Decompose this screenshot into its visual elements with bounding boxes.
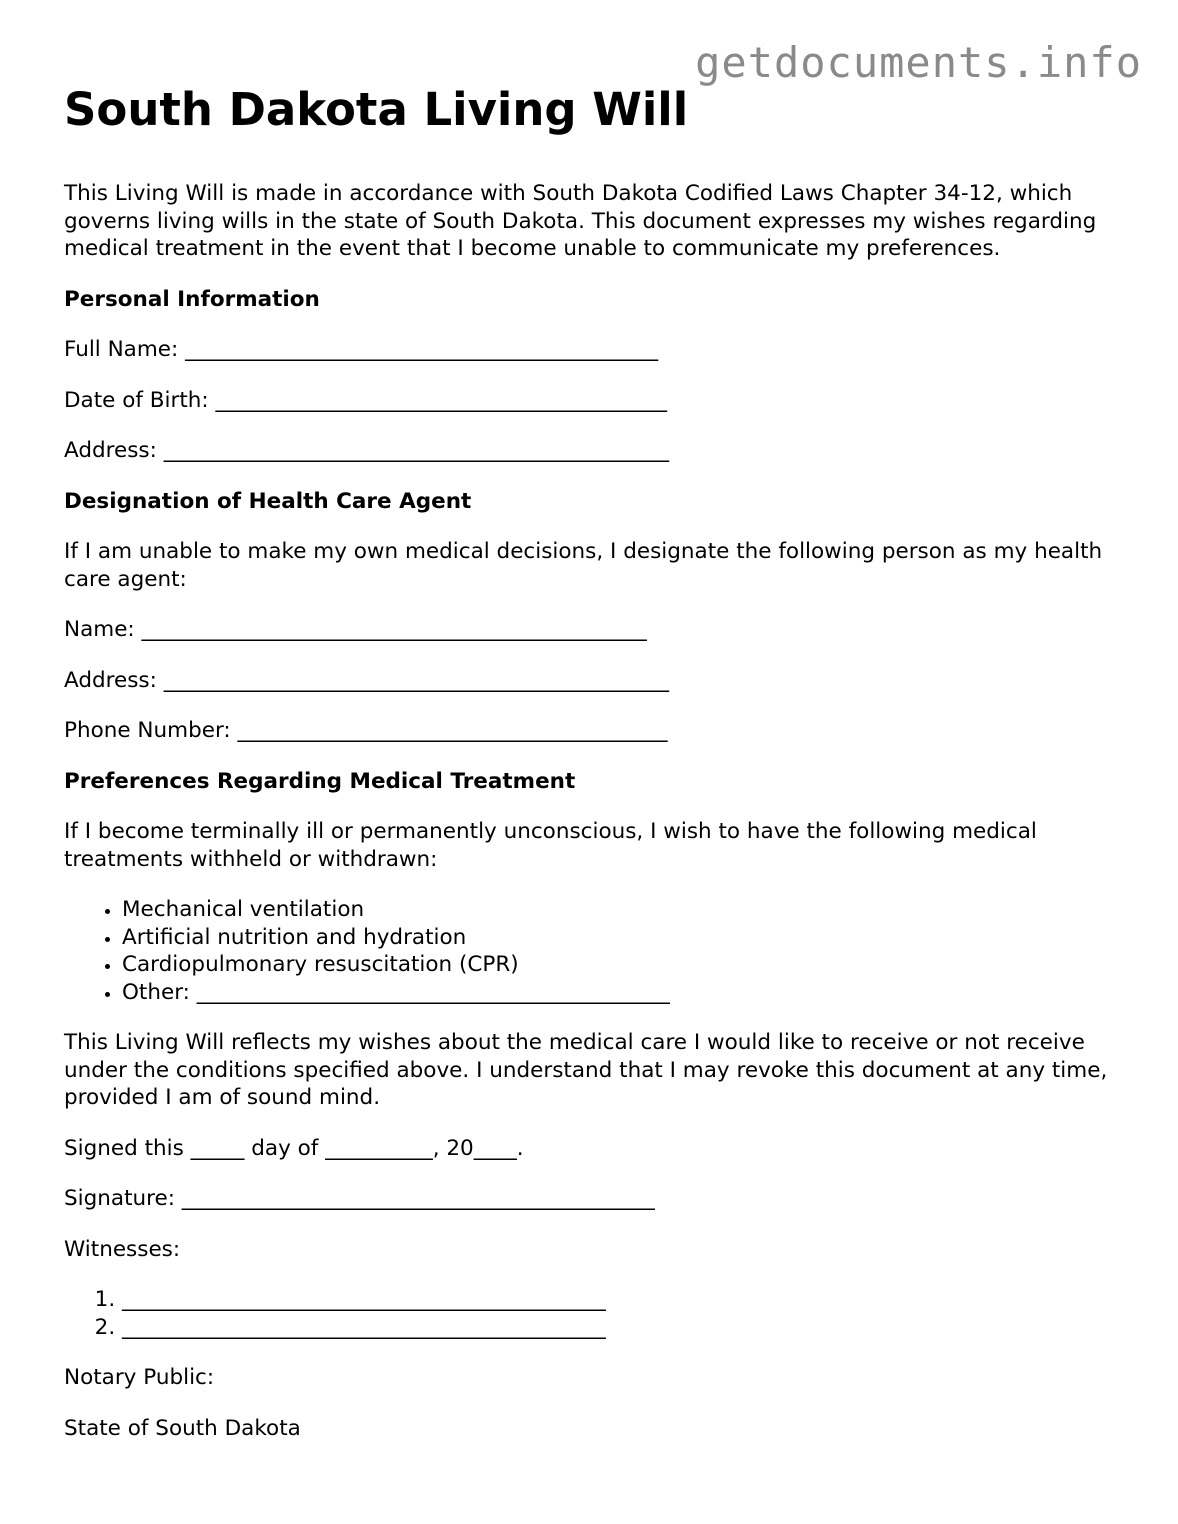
treatment-list — [64, 896, 1124, 1006]
date-of-birth-field[interactable]: Date of Birth: __________________________________________ — [64, 387, 667, 413]
intro-paragraph: This Living Will is made in accordance with South Dakota Codified Laws Chapter 34-12, which governs living wills in the state of South Dakota. This document expresses my wishes regarding medical treatment in the event that I become unable to communicate my preferences. — [64, 181, 1097, 261]
signed-date-field[interactable]: Signed this _____ day of __________, 20____. — [64, 1135, 524, 1161]
list-item: • Cardiopulmonary resuscitation (CPR) — [122, 951, 1124, 979]
personal-info-heading: Personal Information — [64, 286, 320, 312]
agent-heading: Designation of Health Care Agent — [64, 488, 472, 514]
notary-label: Notary Public: — [64, 1365, 215, 1390]
treatment-heading: Preferences Regarding Medical Treatment — [64, 768, 576, 794]
agent-paragraph: If I am unable to make my own medical decisions, I designate the following person as my health care agent: — [64, 539, 1103, 592]
closing-paragraph: This Living Will reflects my wishes about the medical care I would like to receive or not receive under the conditions specified above. I understand that I may revoke this document at any time, provided I am of sound mind. — [64, 1030, 1108, 1110]
list-item-other-field[interactable]: • Other: ____________________________________________ — [122, 979, 1124, 1007]
full-name-field[interactable]: Full Name: ____________________________________________ — [64, 337, 659, 362]
witnesses-label: Witnesses: — [64, 1236, 181, 1262]
list-item: • Artificial nutrition and hydration — [122, 924, 1124, 952]
witnesses-list — [64, 1286, 1124, 1341]
document-page — [64, 80, 1124, 1465]
state-label: State of South Dakota — [64, 1415, 301, 1441]
treatment-paragraph: If I become terminally ill or permanently unconscious, I wish to have the following medical treatments withheld or withdrawn: — [64, 819, 1037, 872]
signature-field[interactable]: Signature: ____________________________________________ — [64, 1186, 655, 1211]
list-item: • Mechanical ventilation — [122, 896, 1124, 924]
agent-address-field[interactable]: Address: _______________________________________________ — [64, 667, 669, 693]
page-title: South Dakota Living Will — [64, 83, 689, 136]
agent-phone-field[interactable]: Phone Number: ________________________________________ — [64, 718, 668, 743]
witness-line[interactable]: 1. _____________________________________________ — [122, 1286, 1124, 1314]
address-field[interactable]: Address: _______________________________________________ — [64, 438, 669, 463]
witness-line[interactable]: 2. _____________________________________________ — [122, 1314, 1124, 1342]
agent-name-field[interactable]: Name: _______________________________________________ — [64, 617, 647, 642]
watermark: getdocuments.info — [695, 38, 1142, 87]
